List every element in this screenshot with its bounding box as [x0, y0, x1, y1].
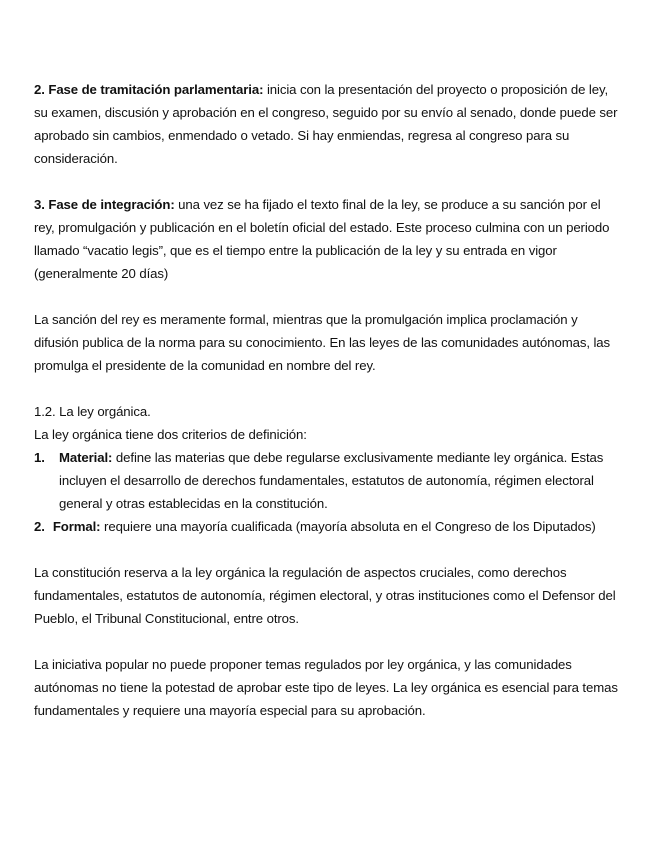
criteria-text: define las materias que debe regularse exclusivamente mediante ley orgánica. Estas incluyen el desarrollo de derechos fundamentales, estatutos de autonomía, régimen electoral general y otras establecidas en la constitución.	[59, 450, 604, 511]
section-3-heading: 3. Fase de integración:	[34, 197, 175, 212]
section-3-text: una vez se ha fijado el texto final de la ley, se produce a su sanción por el rey, promulgación y publicación en el boletín oficial del estado. Este proceso culmina con un periodo llamado “vacatio legis”, que es el tiempo entre la publicación de la ley y su entrada en vigor (generalmente 20 días)	[34, 197, 610, 281]
criteria-text: requiere una mayoría cualificada (mayoría absoluta en el Congreso de los Diputados)	[100, 519, 596, 534]
reserva-paragraph: La constitución reserva a la ley orgánica la regulación de aspectos cruciales, como derechos fundamentales, estatutos de autonomía, régimen electoral, y otras instituciones como el Defensor del Pueblo, el Tribunal Constitucional, entre otros.	[34, 565, 616, 626]
document-page	[34, 78, 624, 745]
criteria-list-item	[34, 515, 624, 538]
criteria-term: Material:	[59, 450, 113, 465]
section-3-paragraph	[34, 193, 624, 285]
iniciativa-paragraph: La iniciativa popular no puede proponer temas regulados por ley orgánica, y las comunidades autónomas no tiene la potestad de aprobar este tipo de leyes. La ley orgánica es esencial para temas fundamentales y requiere una mayoría especial para su aprobación.	[34, 657, 618, 718]
sancion-paragraph: La sanción del rey es meramente formal, mientras que la promulgación implica proclamación y difusión publica de la norma para su conocimiento. En las leyes de las comunidades autónomas, las promulga el presidente de la comunidad en nombre del rey.	[34, 312, 611, 373]
criteria-number: 2.	[34, 519, 45, 534]
ley-organica-section	[34, 400, 624, 538]
ley-organica-intro: La ley orgánica tiene dos criterios de definición:	[34, 427, 307, 442]
criteria-term: Formal:	[52, 519, 101, 534]
section-2-text: inicia con la presentación del proyecto o proposición de ley, su examen, discusión y aprobación en el congreso, seguido por su envío al senado, donde puede ser aprobado sin cambios, enmendado o vetado. Si hay enmiendas, regresa al congreso para su consideración.	[34, 82, 618, 166]
criteria-number: 1.	[34, 450, 45, 465]
ley-organica-title: 1.2. La ley orgánica.	[34, 404, 151, 419]
section-2-heading: 2. Fase de tramitación parlamentaria:	[34, 82, 264, 97]
section-2-paragraph	[34, 78, 624, 170]
criteria-list-item	[34, 446, 624, 515]
